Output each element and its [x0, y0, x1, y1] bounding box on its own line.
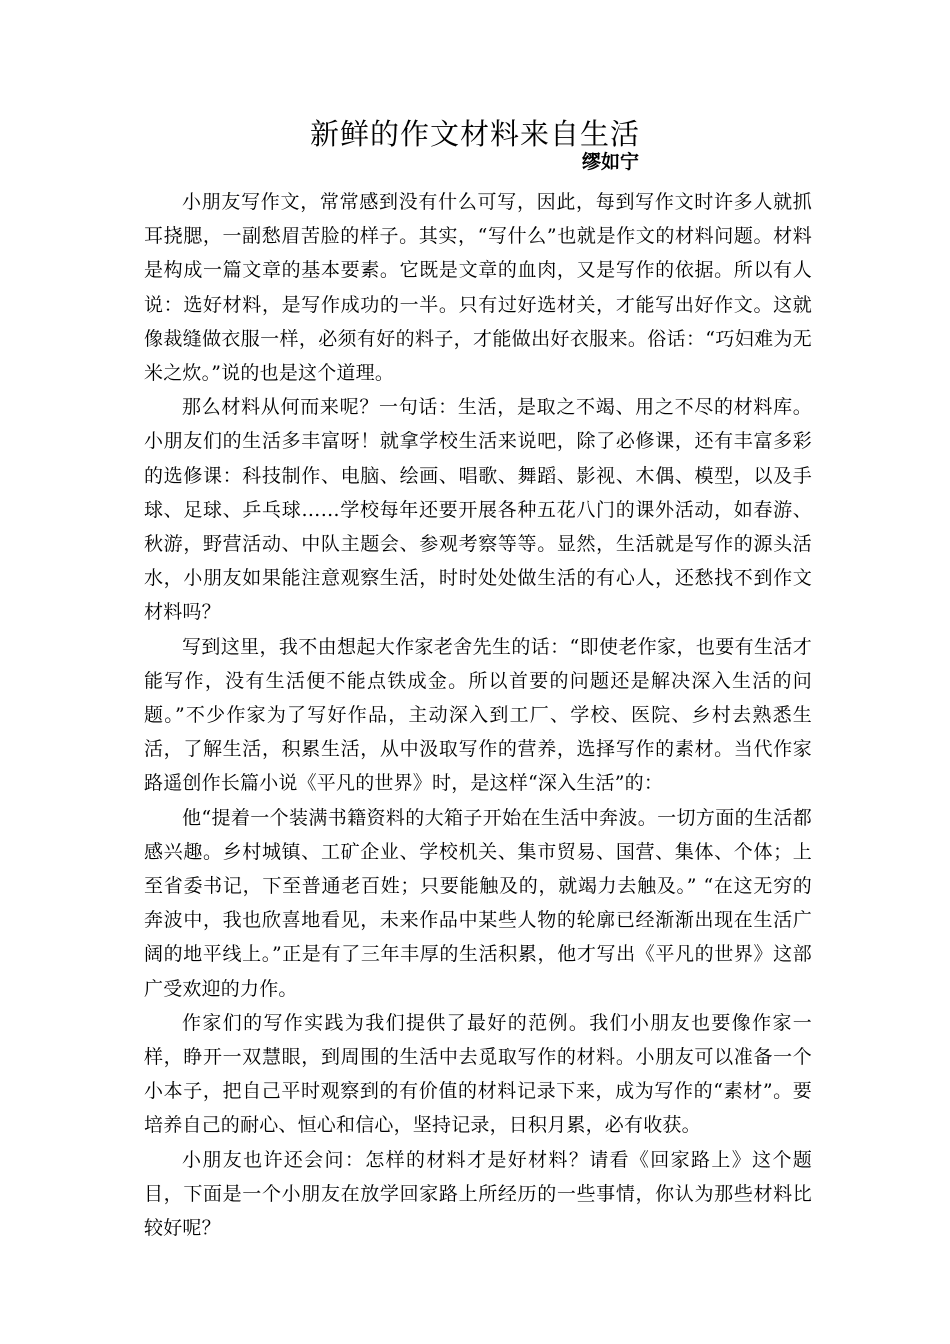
paragraph-5: 作家们的写作实践为我们提供了最好的范例。我们小朋友也要像作家一样，睁开一双慧眼，到周围的生活中去觅取写作的材料。小朋友可以准备一个小本子，把自己平时观察到的有价值的材料记录下来，成为写作的“素材”。要培养自己的耐心、恒心和信心，坚持记录，日积月累，必有收获。	[144, 1011, 812, 1137]
paragraph-2: 那么材料从何而来呢？一句话：生活，是取之不竭、用之不尽的材料库。小朋友们的生活多丰富呀！就拿学校生活来说吧，除了必修课，还有丰富多彩的选修课：科技制作、电脑、绘画、唱歌、舞蹈、影视、木偶、模型，以及手球、足球、乒乓球……学校每年还要开展各种五花八门的课外活动，如春游、秋游，野营活动、中队主题会、参观考察等等。显然，生活就是写作的源头活水，小朋友如果能注意观察生活，时时处处做生活的有心人，还愁找不到作文材料吗？	[144, 396, 812, 624]
paragraph-3: 写到这里，我不由想起大作家老舍先生的话：“即使老作家，也要有生活才能写作，没有生活便不能点铁成金。所以首要的问题还是解决深入生活的问题。”不少作家为了写好作品，主动深入到工厂、学校、医院、乡村去熟悉生活，了解生活，积累生活，从中汲取写作的营养，选择写作的素材。当代作家路遥创作长篇小说《平凡的世界》时，是这样“深入生活”的：	[144, 635, 812, 795]
paragraph-6: 小朋友也许还会问：怎样的材料才是好材料？请看《回家路上》这个题目，下面是一个小朋友在放学回家路上所经历的一些事情，你认为那些材料比较好呢？	[144, 1148, 812, 1240]
document-title: 新鲜的作文材料来自生活	[309, 117, 640, 151]
paragraph-4: 他“提着一个装满书籍资料的大箱子开始在生活中奔波。一切方面的生活都感兴趣。乡村城镇、工矿企业、学校机关、集市贸易、国营、集体、个体；上至省委书记，下至普通老百姓；只要能触及的，就竭力去触及。” “在这无穷的奔波中，我也欣喜地看见，未来作品中某些人物的轮廓已经渐渐出现在生活广阔的地平线上。”正是有了三年丰厚的生活积累，他才写出《平凡的世界》这部广受欢迎的力作。	[144, 806, 812, 1000]
article-body	[144, 185, 812, 1245]
author-name: 缪如宁	[582, 151, 640, 173]
paragraph-1: 小朋友写作文，常常感到没有什么可写，因此，每到写作文时许多人就抓耳挠腮，一副愁眉苦脸的样子。其实，“写什么”也就是作文的材料问题。材料是构成一篇文章的基本要素。它既是文章的血肉，又是写作的依据。所以有人说：选好材料，是写作成功的一半。只有过好选材关，才能写出好作文。这就像裁缝做衣服一样，必须有好的料子，才能做出好衣服来。俗话：“巧妇难为无米之炊。”说的也是这个道理。	[144, 191, 812, 385]
